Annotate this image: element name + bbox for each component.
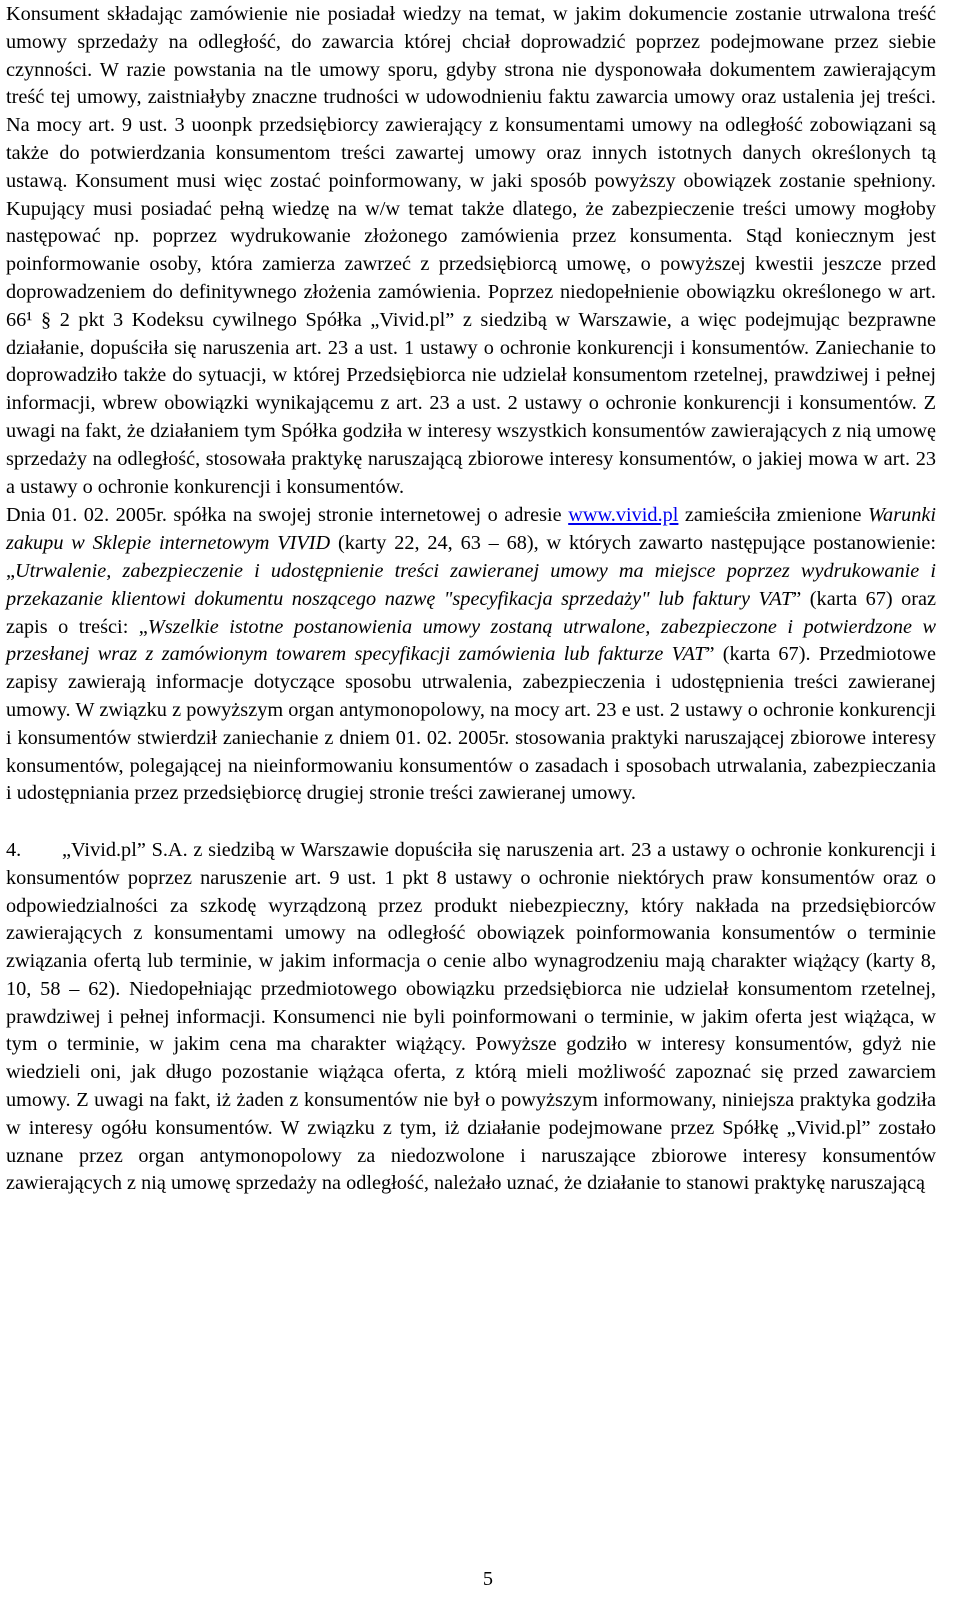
paragraph-1-text: Konsument składając zamówienie nie posiadał wiedzy na temat, w jakim dokumencie zostanie utrwalona treść umowy sprzedaży na odległość, do zawarcia której chciał doprowadzić poprzez podejmowane przez siebie czynności. W razie powstania na tle umowy sporu, gdyby strona nie dysponowała dokumentem zawierającym treść tej umowy, zaistniałyby znaczne trudności w udowodnieniu faktu zawarcia umowy oraz ustalenia jej treści. Na mocy art. 9 ust. 3 uoonpk przedsiębiorcy zawierający z konsumentami umowy na odległość zobowiązani są także do potwierdzania konsumentom treści zawartej umowy oraz innych istotnych danych określonych tą ustawą. Konsument musi więc zostać poinformowany, w jaki sposób powyższy obowiązek zostanie spełniony. Kupujący musi posiadać pełną wiedzę na w/w temat także dlatego, że zabezpieczenie treści umowy mogłoby następować np. poprzez wydrukowanie złożonego zamówienia przez konsumenta. Stąd koniecznym jest poinformowanie osoby, która zamierza zawrzeć z przedsiębiorcą umowę, o powyższej kwestii jeszcze przed doprowadzeniem do definitywnego złożenia zamówienia. Poprzez niedopełnienie obowiązku określonego w art. 66¹ § 2 pkt 3 Kodeksu cywilnego Spółka „Vivid.pl” z siedzibą w Warszawie, a więc podejmując bezprawne działanie, dopuściła się naruszenia art. 23 a ust. 1 ustawy o ochronie konkurencji i konsumentów. Zaniechanie to doprowadziło także do sytuacji, w której Przedsiębiorca nie udzielał konsumentom rzetelnej, prawdziwej i pełnej informacji, wbrew obowiązki wynikającemu z art. 23 a ust. 2 ustawy o ochronie konkurencji i konsumentów. Z uwagi na fakt, że działaniem tym Spółka godziła w interesy wszystkich konsumentów zawierających z nią umowę sprzedaży na odległość, stosowała praktykę naruszającą zbiorowe interesy konsumentów, o jakiej mowa w art. 23 a ustawy o ochronie konkurencji i konsumentów.	[6, 3, 936, 498]
paragraph-spacer	[6, 808, 936, 836]
quoted-provision-1: Utrwalenie, zabezpieczenie i udostępnienie treści zawieranej umowy ma miejsce poprzez wydrukowanie i przekazanie klientowi dokumentu noszącego nazwę "specyfikacja sprzedaży" lub faktury VAT	[6, 559, 936, 610]
page-number: 5	[482, 1568, 494, 1590]
document-page	[6, 0, 936, 1198]
quoted-provision-2: Wszelkie istotne postanowienia umowy zostaną utrwalone, zabezpieczone i potwierdzone w przesłanej wraz z zamówionym towarem specyfikacji zamówienia lub fakturze VAT	[6, 615, 936, 666]
paragraph-2-part-4: ” (karta 67) oraz zapis o treści: „	[6, 587, 937, 638]
section-number: 4.	[6, 838, 22, 861]
paragraph-1	[6, 0, 936, 501]
terms-title: Warunki zakupu w Sklepie internetowym VIVID	[6, 504, 936, 555]
paragraph-2-part-5: ” (karta 67). Przedmiotowe zapisy zawierają informacje dotyczące sposobu utrwalenia, zabezpieczenia i udostępnienia treści zawieranej umowy. W związku z powyższym organ antymonopolowy, na mocy art. 23 e ust. 2 ustawy o ochronie konkurencji i konsumentów stwierdził zaniechanie z dniem 01. 02. 2005r. stosowania praktyki naruszającej zbiorowe interesy konsumentów, polegającej na nieinformowaniu konsumentów o zasadach i sposobach utrwalania, zabezpieczania i udostępniania przez przedsiębiorcę drugiej stronie treści zawieranej umowy.	[6, 643, 936, 805]
paragraph-2-part-1: Dnia 01. 02. 2005r. spółka na swojej stronie internetowej o adresie	[6, 504, 569, 527]
paragraph-2	[6, 501, 936, 808]
paragraph-2-part-2: zamieściła zmienione	[678, 504, 869, 527]
website-link[interactable]: www.vivid.pl	[568, 504, 679, 527]
paragraph-3-text: „Vivid.pl” S.A. z siedzibą w Warszawie dopuściła się naruszenia art. 23 a ustawy o ochronie konkurencji i konsumentów poprzez naruszenie art. 9 ust. 1 pkt 8 ustawy o ochronie niektórych praw konsumentów oraz o odpowiedzialności za szkodę wyrządzoną przez produkt niebezpieczny, który nakłada na przedsiębiorców zawierających z konsumentami umowy na odległość obowiązek poinformowania konsumentów o terminie związania ofertą lub terminie, w jakim informacja o cenie albo wynagrodzeniu mają charakter wiążący (karty 8, 10, 58 – 62). Niedopełniając przedmiotowego obowiązku przedsiębiorca nie udzielał konsumentom rzetelnej, prawdziwej i pełnej informacji. Konsumenci nie byli poinformowani o terminie, w jakim oferta jest wiążąca, w tym o terminie, w jakim cena ma charakter wiążący. Powyższe godziło w interesy konsumentów, gdyż nie wiedzieli oni, jak długo pozostanie wiążąca oferta, z którą mieli możliwość zapoznać się przed zawarciem umowy. Z uwagi na fakt, iż żaden z konsumentów nie był o powyższym informowany, niniejsza praktyka godziła w interesy ogółu konsumentów. W związku z tym, iż działanie podejmowane przez Spółkę „Vivid.pl” zostało uznane przez organ antymonopolowy za niedozwolone i naruszające zbiorowe interesy konsumentów zawierających z nią umowę sprzedaży na odległość, należało uznać, że działanie to stanowi praktykę naruszającą	[6, 838, 936, 1195]
paragraph-2-part-3: (karty 22, 24, 63 – 68), w których zawarto następujące postanowienie: „	[6, 532, 936, 582]
paragraph-3	[6, 836, 936, 1198]
